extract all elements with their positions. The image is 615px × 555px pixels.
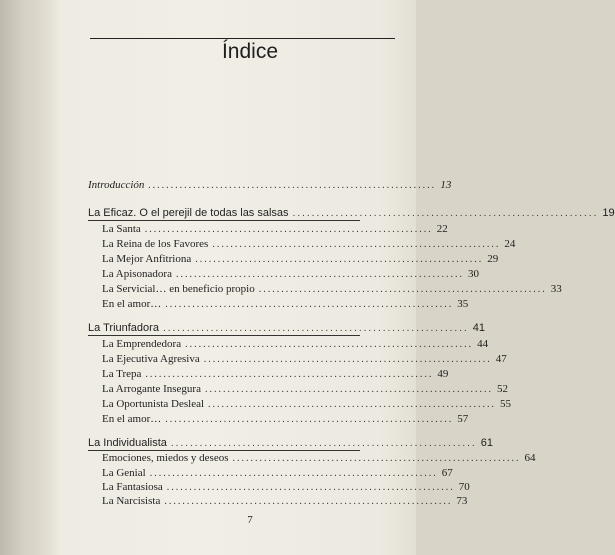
leader-dots: ................................................................: [292, 208, 599, 219]
toc-entry: [102, 452, 536, 466]
toc-section-label: La Individualista: [88, 437, 167, 449]
toc-entry: [102, 481, 470, 495]
toc-entry-label: La Servicial… en beneficio propio: [102, 283, 255, 295]
toc-entry-page: 57: [457, 413, 469, 425]
toc-entry-page: 44: [477, 338, 489, 350]
toc-entry-label: La Genial: [102, 467, 146, 479]
toc-entry-page: 13: [440, 179, 452, 191]
toc-entry-label: En el amor…: [102, 298, 162, 310]
toc-entry: [102, 383, 508, 397]
toc-entry-page: 30: [467, 268, 479, 280]
toc-entry-label: La Trepa: [102, 368, 142, 380]
leader-dots: ................................................................: [165, 299, 454, 310]
book-gutter: [0, 0, 60, 555]
toc-entry-label: Emociones, miedos y deseos: [102, 452, 229, 464]
toc-entry-label: En el amor…: [102, 413, 162, 425]
toc-entry: [102, 223, 448, 237]
toc-entry-page: 49: [437, 368, 449, 380]
toc-entry-label: La Apisonadora: [102, 268, 172, 280]
toc-entry-page: 70: [458, 481, 470, 493]
toc-entry-page: 64: [524, 452, 536, 464]
leader-dots: ................................................................: [195, 254, 484, 265]
toc-entry-label: La Mejor Anfitriona: [102, 253, 192, 265]
toc-entry: [102, 467, 453, 481]
header-rule: [90, 38, 395, 39]
toc-entry-label: La Santa: [102, 223, 141, 235]
toc-entry-page: 52: [496, 383, 508, 395]
toc-entry: [102, 413, 469, 427]
section-rule: [88, 335, 360, 336]
toc-entry-label: Introducción: [88, 179, 145, 191]
leader-dots: ................................................................: [258, 284, 547, 295]
leader-dots: ................................................................: [144, 224, 433, 235]
leader-dots: ................................................................: [170, 438, 477, 449]
toc-section-label: La Eficaz. O el perejil de todas las salsas: [88, 207, 289, 219]
toc-entry-page: 73: [456, 495, 468, 507]
leader-dots: ................................................................: [212, 239, 501, 250]
toc-entry: [102, 338, 489, 352]
section-rule: [88, 450, 360, 451]
toc-entry-page: 29: [487, 253, 499, 265]
toc-entry: [102, 398, 512, 412]
page-number: 7: [247, 514, 253, 526]
toc-entry-label: La Fantasiosa: [102, 481, 163, 493]
toc-entry-intro: [88, 179, 452, 193]
toc-entry-page: 55: [500, 398, 512, 410]
toc-section-2: [88, 322, 485, 336]
toc-entry-label: La Ejecutiva Agresiva: [102, 353, 200, 365]
toc-entry-label: La Reina de los Favores: [102, 238, 209, 250]
leader-dots: ................................................................: [185, 339, 474, 350]
leader-dots: ................................................................: [149, 468, 438, 479]
toc-entry-page: 35: [457, 298, 469, 310]
toc-section-label: La Triunfadora: [88, 322, 159, 334]
toc-section-page: 19: [602, 207, 615, 219]
toc-entry-page: 24: [504, 238, 516, 250]
toc-entry-label: La Narcisista: [102, 495, 161, 507]
toc-entry: [102, 238, 516, 252]
toc-entry-label: La Oportunista Desleal: [102, 398, 205, 410]
toc-entry: [102, 353, 507, 367]
leader-dots: ................................................................: [208, 399, 497, 410]
toc-entry-page: 67: [441, 467, 453, 479]
toc-entry: [102, 368, 449, 382]
toc-entry: [102, 268, 479, 282]
toc-entry: [102, 253, 499, 267]
leader-dots: ................................................................: [164, 496, 453, 507]
leader-dots: ................................................................: [204, 384, 493, 395]
toc-entry-label: La Emprendedora: [102, 338, 182, 350]
leader-dots: ................................................................: [148, 180, 437, 191]
page-title: Índice: [221, 40, 279, 63]
leader-dots: ................................................................: [162, 323, 469, 334]
toc-section-page: 61: [480, 437, 493, 449]
toc-page: [60, 0, 615, 555]
toc-entry-page: 22: [436, 223, 448, 235]
toc-section-page: 41: [472, 322, 485, 334]
toc-entry: [102, 495, 468, 509]
toc-entry-label: La Arrogante Insegura: [102, 383, 201, 395]
toc-entry-page: 47: [495, 353, 507, 365]
leader-dots: ................................................................: [165, 414, 454, 425]
leader-dots: ................................................................: [175, 269, 464, 280]
toc-section-1: [88, 207, 615, 221]
leader-dots: ................................................................: [145, 369, 434, 380]
leader-dots: ................................................................: [232, 453, 521, 464]
section-rule: [88, 220, 360, 221]
leader-dots: ................................................................: [203, 354, 492, 365]
toc-entry: [102, 298, 469, 312]
leader-dots: ................................................................: [166, 482, 455, 493]
toc-entry: [102, 283, 562, 297]
toc-section-3: [88, 437, 493, 451]
toc-entry-page: 33: [550, 283, 562, 295]
